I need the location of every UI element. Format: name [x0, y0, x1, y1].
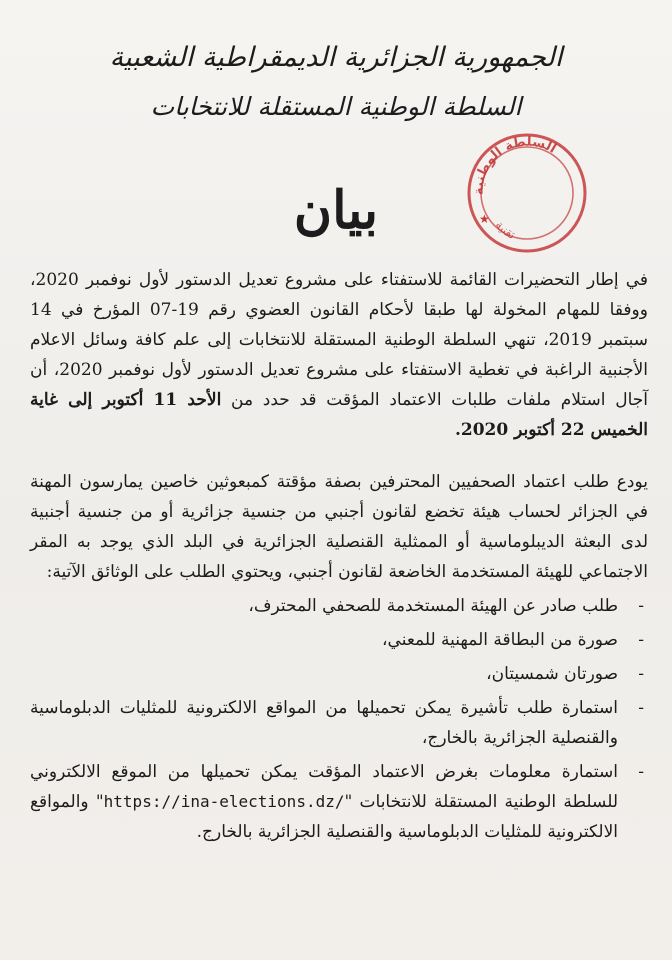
official-stamp — [455, 125, 595, 257]
stamp-bottom-text: تقنية — [492, 218, 518, 242]
list-dash: - — [638, 596, 644, 616]
list-dash: - — [638, 698, 644, 718]
list-item-text-before-url: استمارة معلومات بغرض الاعتماد المؤقت يمكن تحميلها من الموقع الالكتروني للسلطة الوطنية المستقلة للانتخابات " — [30, 762, 619, 812]
list-item — [30, 757, 644, 847]
list-item — [30, 693, 644, 753]
requirements-paragraph: يودع طلب اعتماد الصحفيين المحترفين بصفة مؤقتة كمبعوثين خاصين يمارسون المهنة في الجزائر لحساب هيئة تخضع لقانون أجنبي من جنسية جزائرية أو من جنسية أجنبية لدى البعثة الديبلوماسية أو الممثلية القنصلية الجزائرية في البلد الذي يوجد به المقر الاجتماعي للهيئة المستخدمة الخاضعة لقانون أجنبي، ويحتوي الطلب على الوثائق الآتية: — [30, 472, 648, 582]
republic-header: الجمهورية الجزائرية الديمقراطية الشعبية — [109, 42, 563, 73]
document-body — [30, 265, 648, 851]
svg-text:السلطة الوطنية — [472, 135, 559, 196]
list-item-text: صورتان شمسيتان، — [486, 664, 618, 684]
elections-website-link[interactable]: https://ina-elections.dz/ — [103, 792, 345, 811]
list-item — [30, 591, 644, 621]
list-dash: - — [638, 630, 644, 650]
stamp-top-text: السلطة الوطنية — [471, 134, 559, 196]
list-item-text-after-url: " والمواقع الالكترونية للمثليات الدبلوماسية والقنصلية الجزائرية بالخارج. — [30, 792, 618, 842]
list-item-text: استمارة طلب تأشيرة يمكن تحميلها من المواقع الالكترونية للمثليات الدبلوماسية والقنصلية الجزائرية بالخارج، — [30, 698, 618, 748]
list-dash: - — [638, 762, 644, 782]
list-item-text: طلب صادر عن الهيئة المستخدمة للصحفي المحترف، — [248, 596, 618, 616]
stamp-star-icon: ★ — [479, 212, 490, 226]
intro-paragraph-dates: الأحد 11 أكتوبر إلى غاية الخميس 22 أكتوبر 2020. — [30, 390, 648, 440]
list-item — [30, 625, 644, 655]
document-title: بيان — [293, 180, 379, 241]
authority-header: السلطة الوطنية المستقلة للانتخابات — [150, 92, 522, 121]
list-item-text: صورة من البطاقة المهنية للمعني، — [382, 630, 618, 650]
svg-text:تقنية — [493, 218, 518, 242]
intro-paragraph-text: في إطار التحضيرات القائمة للاستفتاء على مشروع تعديل الدستور لأول نوفمبر 2020، ووفقا للمهام المخولة لها طبقا لأحكام القانون العضوي رقم 19-07 المؤرخ في 14 سبتمبر 2019، تنهي السلطة الوطنية المستقلة للانتخابات إلى علم كافة وسائل الاعلام الأجنبية الراغبة في تغطية الاستفتاء على مشروع تعديل الدستور لأول نوفمبر 2020، أن آجال استلام ملفات طلبات الاعتماد المؤقت قد حدد من — [30, 270, 648, 410]
documents-list — [30, 591, 648, 847]
intro-paragraph — [30, 265, 648, 445]
list-item — [30, 659, 644, 689]
list-dash: - — [638, 664, 644, 684]
